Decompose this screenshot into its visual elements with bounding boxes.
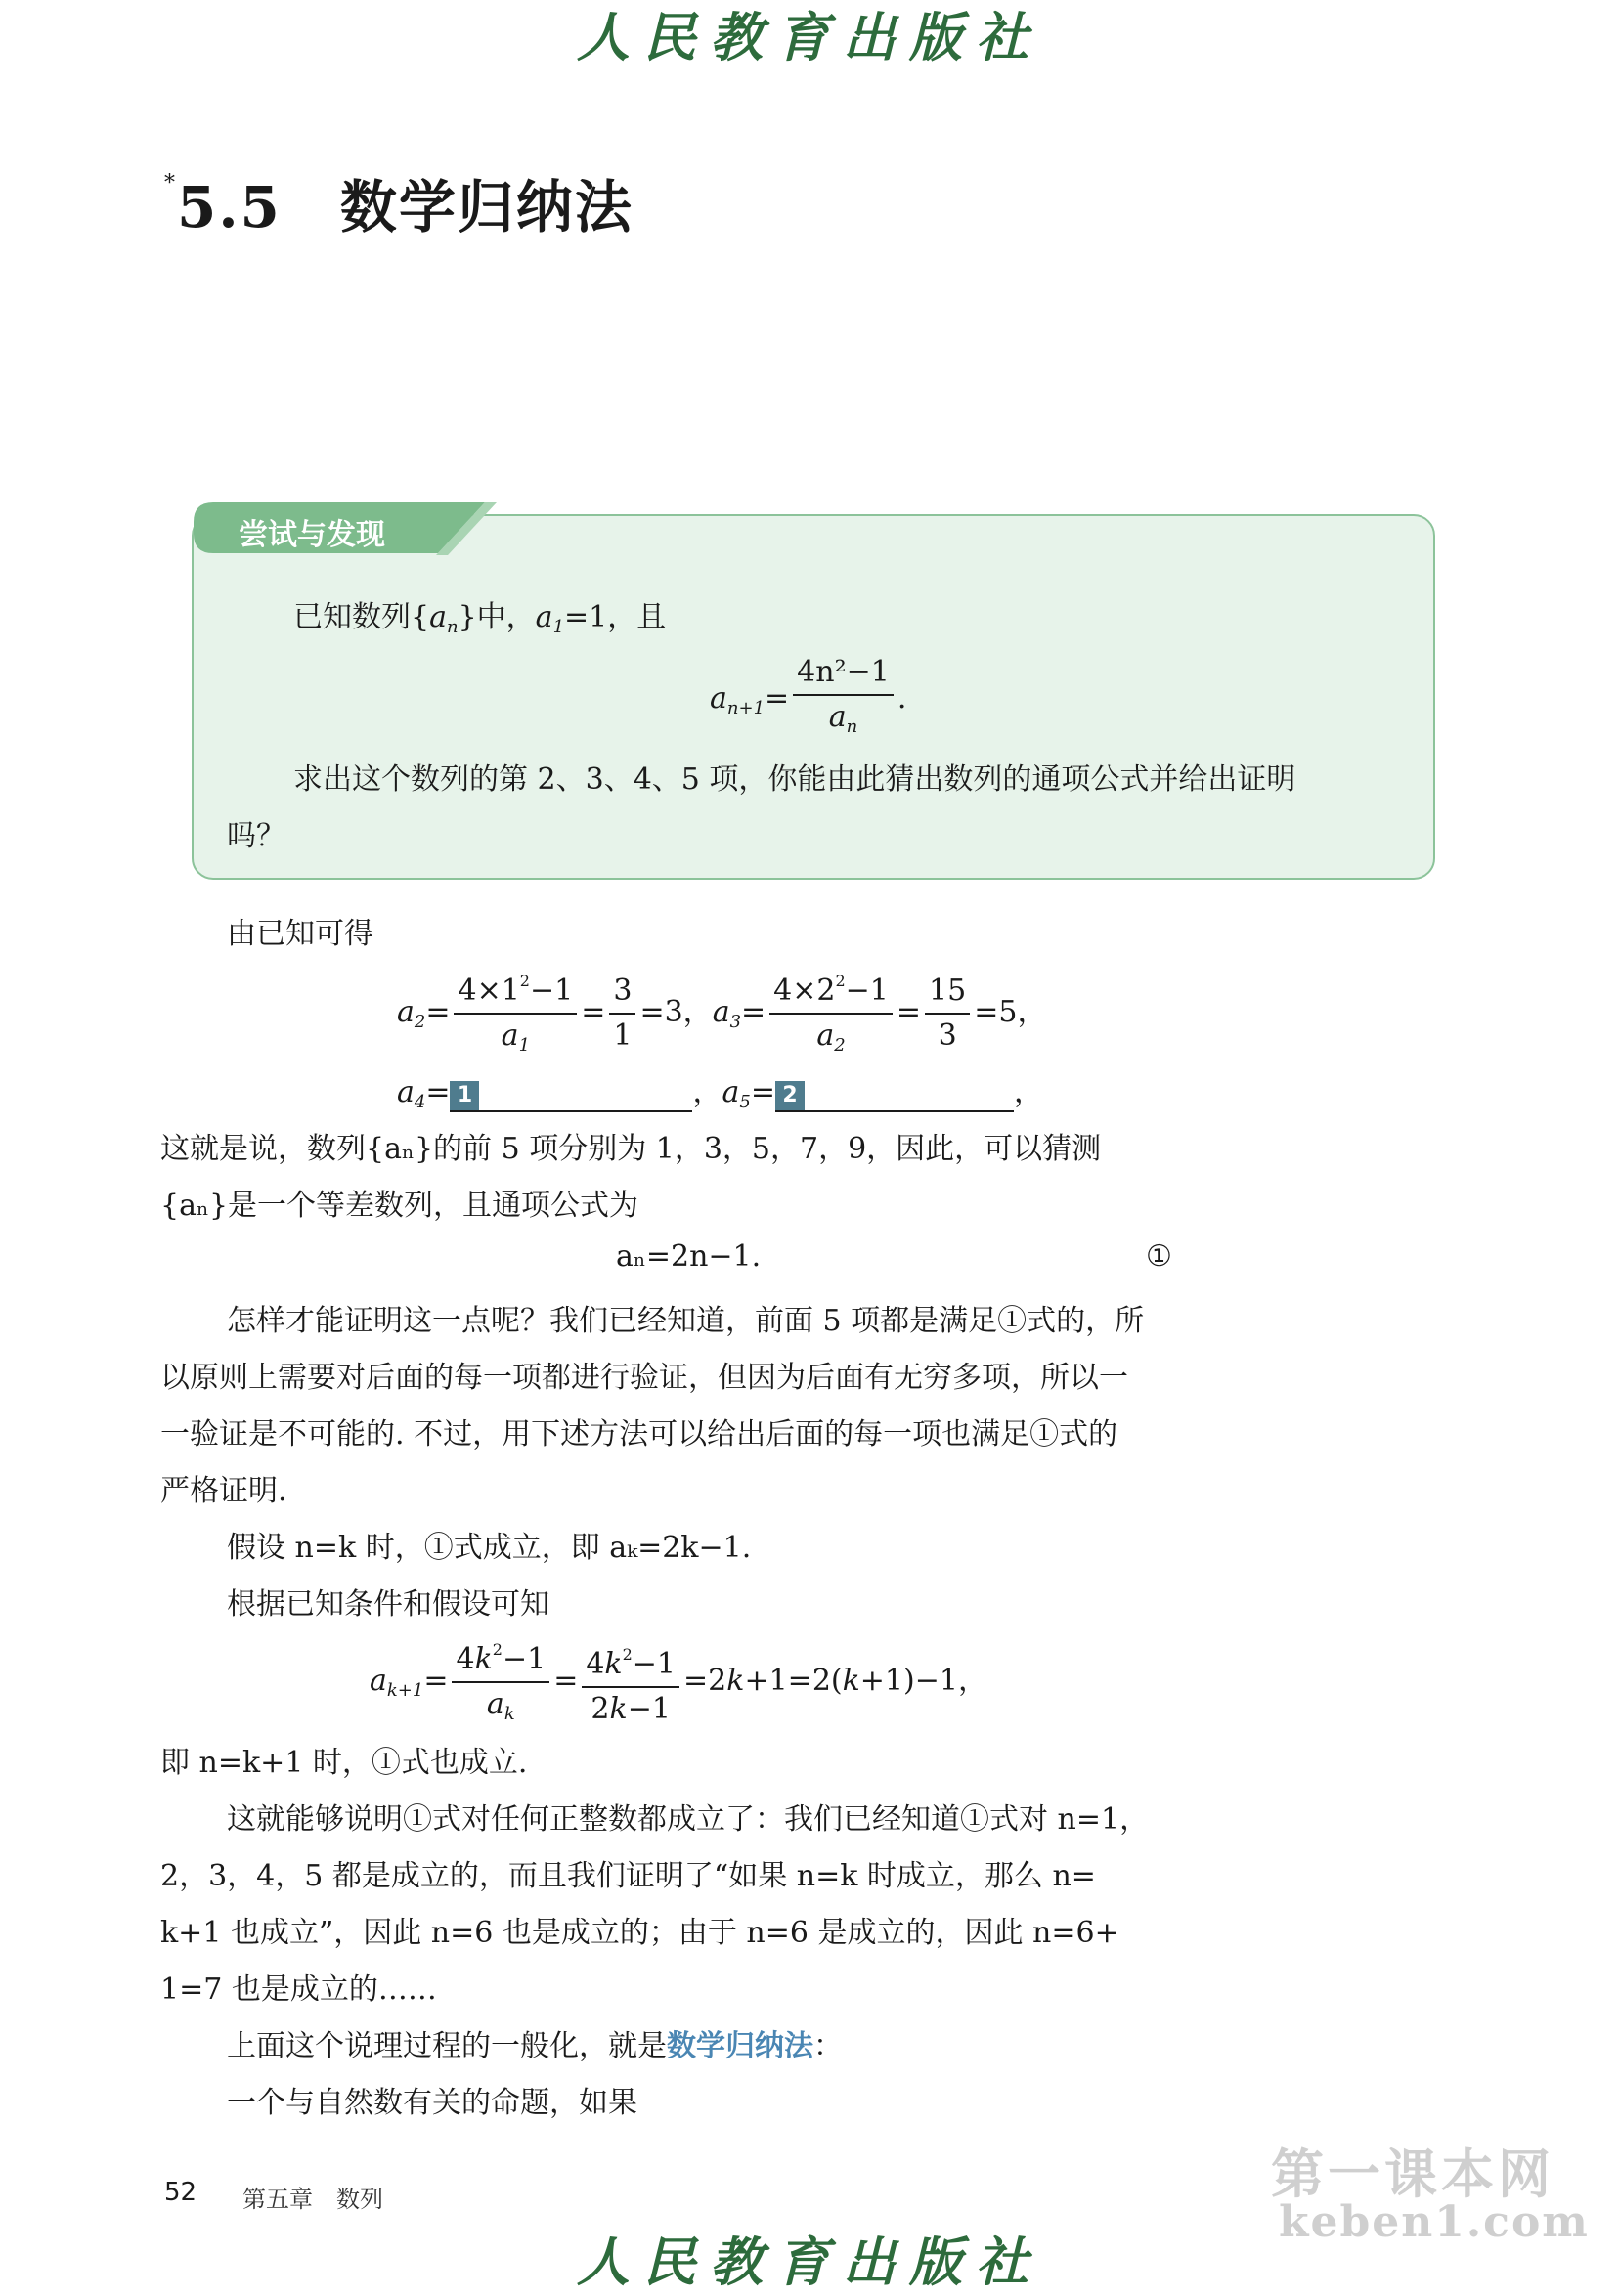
para-1: 由已知可得 [227, 917, 373, 951]
term-math-induction: 数学归纳法 [667, 2029, 813, 2063]
watermark-line-2: keben1.com [1279, 2197, 1590, 2247]
para-5: 以原则上需要对后面的每一项都进行验证，但因为后面有无穷多项，所以一 [160, 1361, 1128, 1395]
para-10: 即 n=k+1 时，①式也成立. [160, 1746, 528, 1780]
try-discover-label: 尝试与发现 [239, 518, 385, 552]
para-9: 根据已知条件和假设可知 [227, 1587, 549, 1622]
para-16: 一个与自然数有关的命题，如果 [227, 2086, 637, 2120]
box-question: 求出这个数列的第 2、3、4、5 项，你能由此猜出数列的通项公式并给出证明 [293, 762, 1296, 797]
watermark-line-1: 第一课本网 [1271, 2144, 1554, 2205]
equation-1: aₙ=2n−1. [616, 1239, 762, 1274]
section-name: 数学归纳法 [339, 174, 634, 240]
para-15-text: 上面这个说理过程的一般化，就是 [227, 2029, 667, 2063]
para-7: 严格证明. [160, 1474, 287, 1508]
box-recurrence-formula: $a_{n+1}=$ $\frac{\text{4n²−1}}{a_n}$ . [710, 655, 907, 737]
box-text: }中， [458, 600, 536, 634]
equation-ak1: $a_{k+1}=$ $\frac{4k^2-1}{a_k}$ = $\frac{4k^2-1}{2k-1}$ =2k+1=2(k+1)−1， [370, 1630, 987, 1734]
section-title [164, 161, 634, 243]
box-question-end: 吗？ [227, 819, 285, 853]
chapter-label: 第五章 数列 [242, 2186, 383, 2213]
publisher-footer: 人民教育出版社 [577, 2231, 1042, 2293]
para-15 [227, 2021, 843, 2064]
box-line-1: 已知数列$\{a_n\}$中，$a_1=1$，且 [293, 600, 667, 637]
para-14: 1=7 也是成立的…… [160, 1972, 437, 2007]
equation-a2-a3: $a_2=$ $\frac{4\times 1^2-1}{a_1}$ = $\frac{3}{1}$ =3，$a_3=$ $\frac{4\times 2^2-1}{a_2}$ = $\frac{15}{3}$ =5， [397, 962, 1046, 1065]
para-12: 2，3，4，5 都是成立的，而且我们证明了“如果 n=k 时成立，那么 n= [160, 1859, 1096, 1893]
section-number: 5.5 [177, 174, 282, 240]
para-4: 怎样才能证明这一点呢？我们已经知道，前面 5 项都是满足①式的，所 [227, 1304, 1145, 1338]
para-13: k+1 也成立”，因此 n=6 也是成立的；由于 n=6 是成立的，因此 n=6+ [160, 1916, 1119, 1950]
para-2: 这就是说，数列{aₙ}的前 5 项分别为 1，3，5，7，9，因此，可以猜测 [160, 1132, 1102, 1166]
para-15-colon: ： [813, 2029, 843, 2063]
page-number: 52 [164, 2178, 197, 2207]
blank-badge-2: 2 [775, 1081, 805, 1110]
fill-blank-a5[interactable] [775, 1081, 1014, 1112]
equation-a4-a5: $a_4=$ 1 ，$a_5=$ 2 ， [397, 1075, 1043, 1112]
para-8: 假设 n=k 时，①式成立，即 aₖ=2k−1. [227, 1531, 752, 1565]
para-3: {aₙ}是一个等差数列，且通项公式为 [160, 1189, 639, 1223]
box-text: 已知数列{ [293, 600, 430, 634]
formula-numerator: 4n²−1 [793, 653, 894, 696]
para-6: 一验证是不可能的. 不过，用下述方法可以给出后面的每一项也满足①式的 [160, 1417, 1118, 1451]
para-11: 这就能够说明①式对任何正整数都成立了：我们已经知道①式对 n=1， [227, 1802, 1150, 1837]
fill-blank-a4[interactable] [450, 1081, 692, 1112]
blank-badge-1: 1 [450, 1081, 479, 1110]
box-text: =1，且 [564, 600, 667, 634]
optional-star: * [164, 170, 177, 195]
publisher-header: 人民教育出版社 [577, 6, 1042, 68]
equation-1-tag: ① [1146, 1239, 1172, 1274]
